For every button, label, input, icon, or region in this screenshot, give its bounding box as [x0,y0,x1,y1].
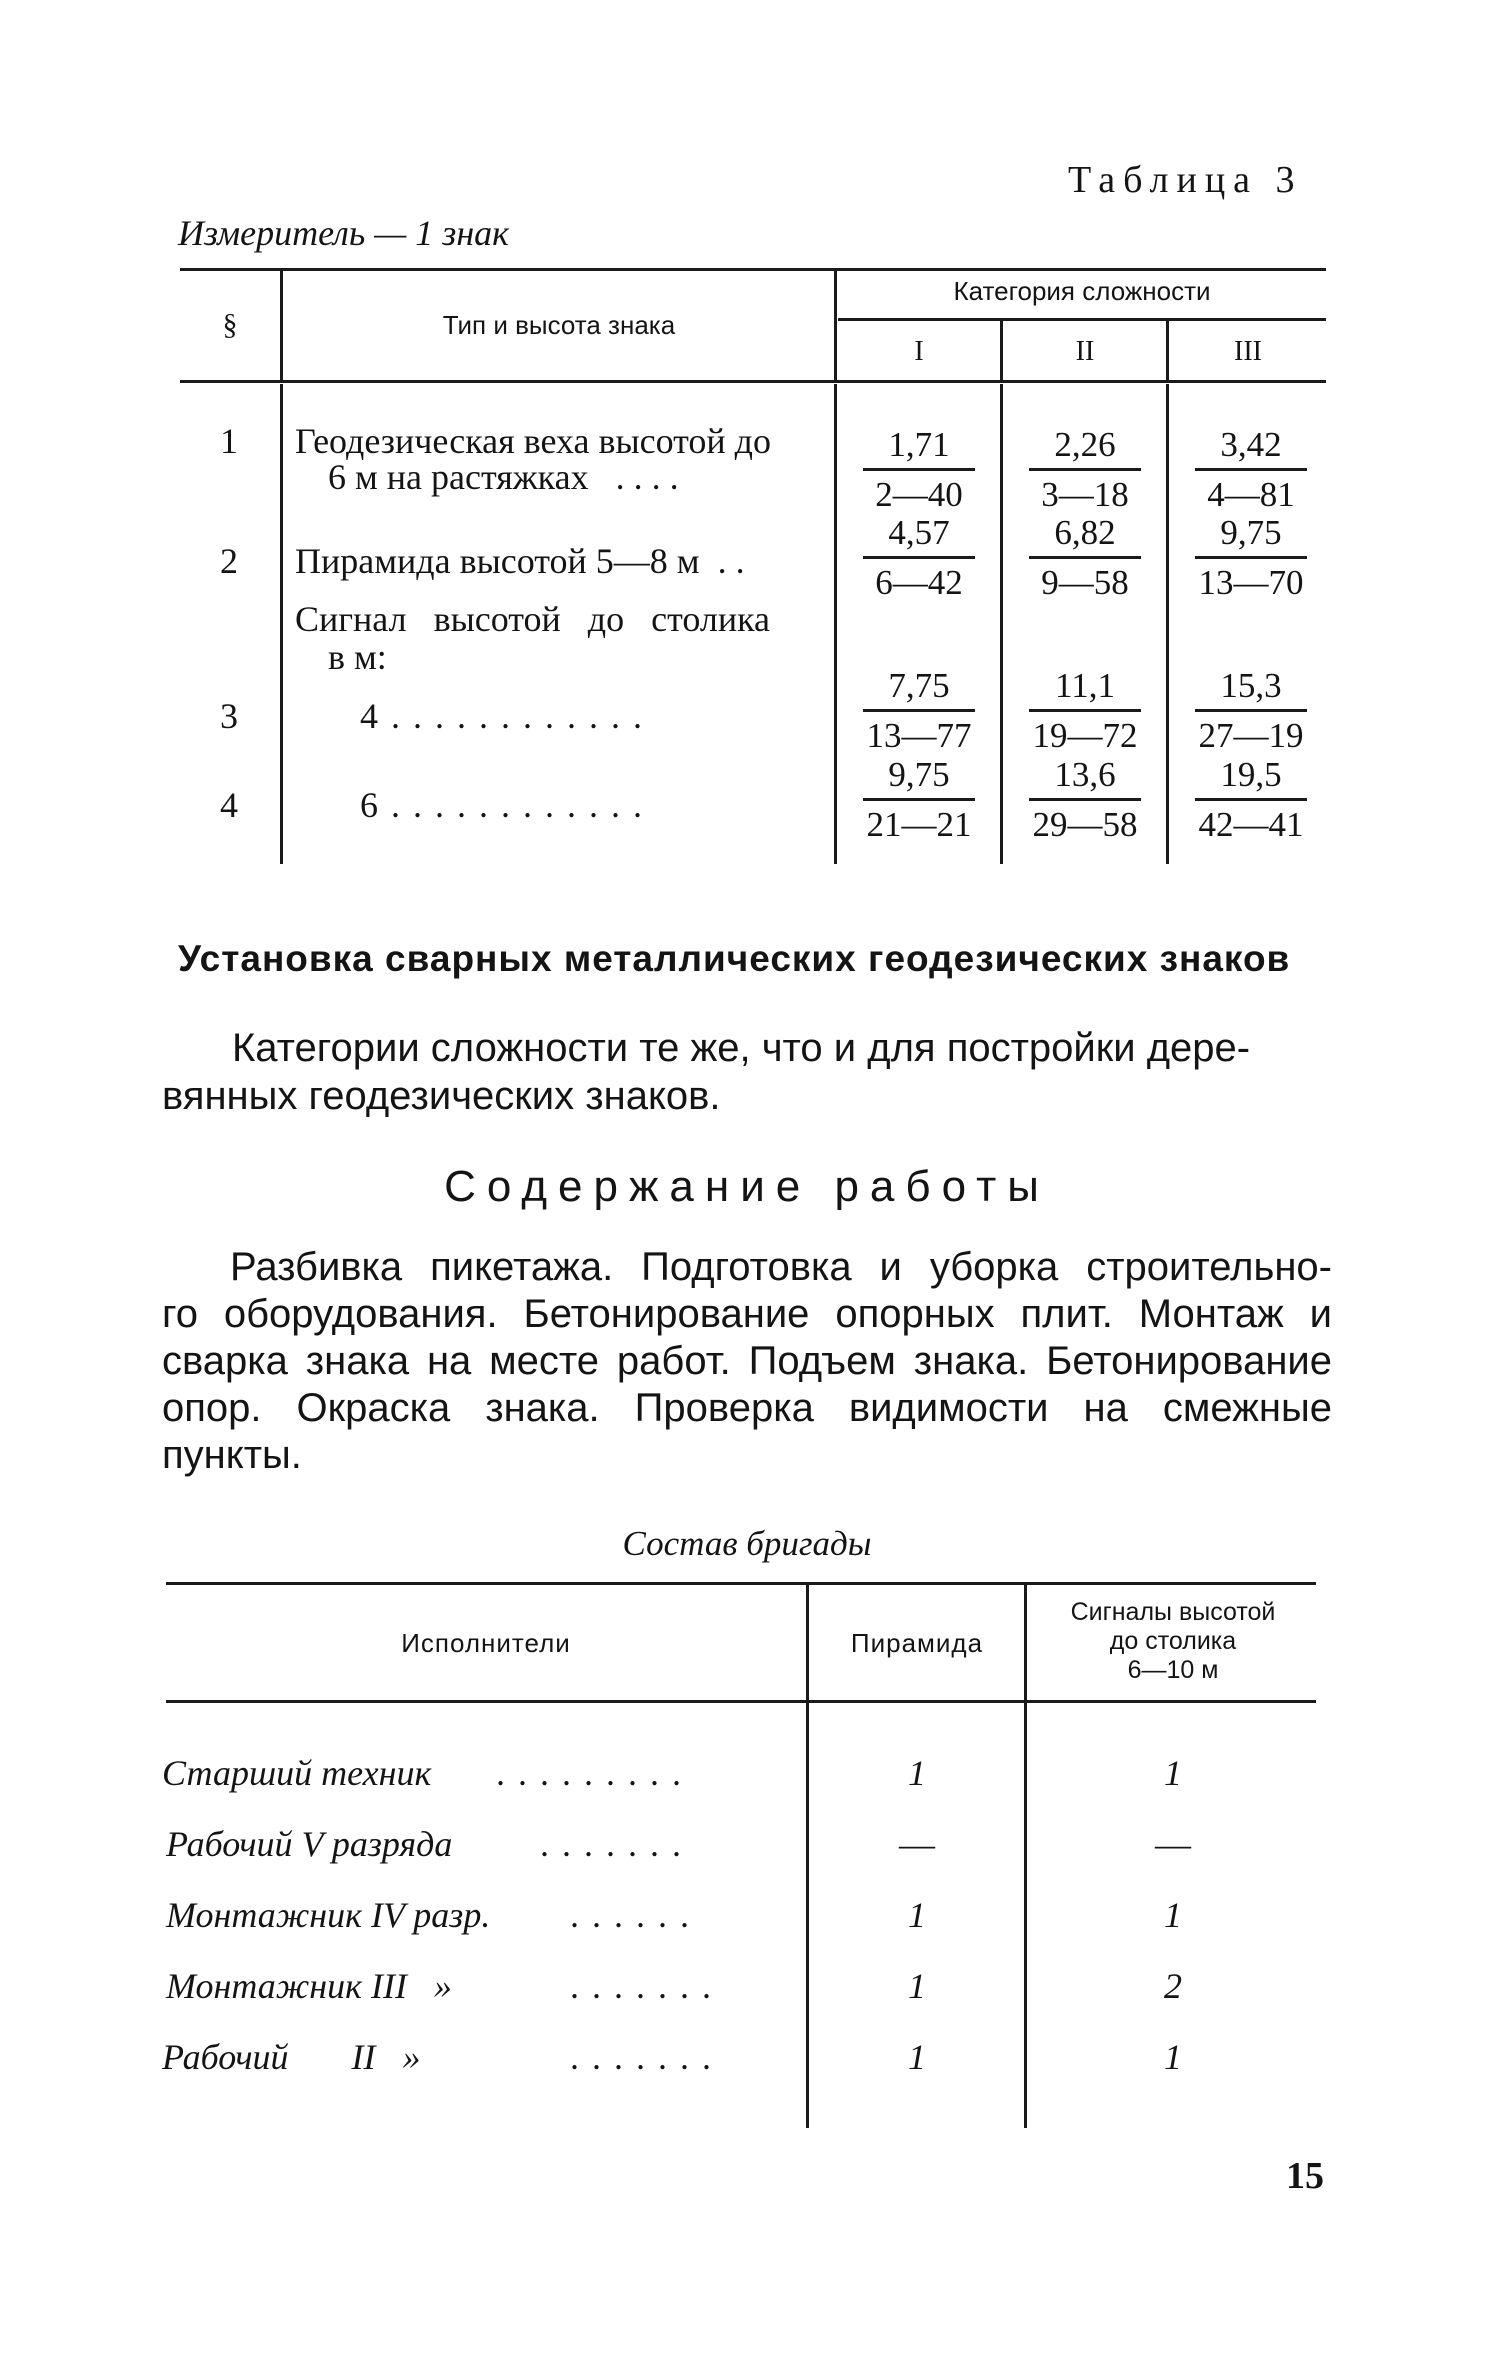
crew-top-rule [166,1582,1316,1585]
row-type-text: 6 . . . . . . . . . . . . [360,785,644,825]
row-type-text: Геодезическая веха высотой до [295,421,771,461]
rate-cost: 2—40 [875,475,963,514]
rate-cost: 21—21 [866,805,972,844]
work-heading: Содержание работы [444,1162,1050,1211]
header-type-height: Тип и высота знака [442,310,676,340]
rate-value: 19,5 [1220,755,1282,794]
header-category-3: III [1234,336,1262,367]
header-category-2: II [1075,336,1095,367]
rate-cost: 3—18 [1041,475,1129,514]
crew-signals-count: 1 [1164,2037,1182,2077]
rate-cost: 29—58 [1032,805,1138,844]
header-pyramid: Пирамида [850,1628,984,1658]
unit-note: Измеритель — 1 знак [178,213,510,253]
crew-pyramid-count: 1 [908,1753,926,1793]
crew-name: Монтажник IV разр. [166,1895,491,1935]
leader-dots: . . . . . . . [540,1824,683,1864]
work-line: сварка знака на месте работ. Подъем знака. Бетонирование [162,1339,1332,1383]
leader-dots: . . . . . . . [570,1966,713,2006]
rate-cost: 42—41 [1198,805,1304,844]
table3-header-rule [180,380,1326,383]
rate-value: 1,71 [888,425,950,464]
fraction-bar [863,709,975,712]
rate-cell [857,513,981,603]
rate-value: 7,75 [888,666,950,705]
row-type-text: Сигнал высотой до столика [295,599,771,639]
table3-col-divider [1166,384,1169,864]
fraction-bar [863,556,975,559]
rate-value: 15,3 [1220,666,1282,705]
rate-cost: 9—58 [1041,563,1129,602]
header-signals-line: Сигналы высотой [1070,1598,1276,1626]
crew-header-rule [166,1700,1316,1703]
page-number: 15 [1286,2155,1324,2197]
rate-value: 4,57 [888,513,950,552]
rate-cost: 13—70 [1198,563,1304,602]
fraction-bar [863,468,975,471]
row-type-text: в м: [328,637,387,677]
rate-cost: 19—72 [1032,716,1138,755]
work-line: го оборудования. Бетонирование опорных плит. Монтаж и [162,1292,1332,1336]
rate-value: 9,75 [888,755,950,794]
table3-col-divider [1166,320,1169,380]
fraction-bar [1195,709,1307,712]
row-type-text: 6 м на растяжках . . . . [328,457,679,497]
rate-value: 9,75 [1220,513,1282,552]
fraction-bar [1195,556,1307,559]
leader-dots: . . . . . . . . . [496,1753,683,1793]
crew-signals-count: 2 [1164,1966,1182,2006]
rate-cell [1023,666,1147,756]
header-category-1: I [914,336,924,367]
table3-col-divider [280,270,283,380]
intro-text: Категории сложности те же, что и для постройки дере- [232,1026,1251,1070]
fraction-bar [863,798,975,801]
crew-pyramid-count: 1 [908,1966,926,2006]
rate-cell [857,425,981,515]
header-signals [1028,1598,1318,1685]
rate-value: 3,42 [1220,425,1282,464]
rate-cell [1023,755,1147,845]
rate-cell [857,666,981,756]
rate-cost: 6—42 [875,563,963,602]
table3-col-divider [280,384,283,864]
rate-cell [1189,755,1313,845]
table3-col-divider [834,270,837,380]
section-heading: Установка сварных металлических геодезических знаков [178,938,1291,979]
rate-cost: 4—81 [1207,475,1295,514]
rate-cell [1023,513,1147,603]
table-caption: Таблица 3 [1068,159,1303,201]
crew-caption: Состав бригады [622,1524,872,1563]
work-paragraph [162,1244,1332,1479]
leader-dots: . . . . . . . [570,2037,713,2077]
crew-pyramid-count: 1 [908,2037,926,2077]
rate-value: 13,6 [1054,755,1116,794]
fraction-bar [1195,468,1307,471]
rate-cost: 13—77 [866,716,972,755]
rate-cell [857,755,981,845]
crew-col-divider [1024,1584,1027,2128]
table3-col-divider [1000,384,1003,864]
crew-signals-count: — [1155,1824,1191,1864]
crew-signals-count: 1 [1164,1753,1182,1793]
rate-value: 6,82 [1054,513,1116,552]
crew-name: Рабочий II » [162,2037,421,2077]
rate-value: 2,26 [1054,425,1116,464]
crew-name: Старший техник [162,1753,432,1793]
crew-signals-count: 1 [1164,1895,1182,1935]
table3-top-rule [180,268,1326,271]
header-paragraph-sign: § [222,308,238,341]
fraction-bar [1029,709,1141,712]
table3-category-rule [838,318,1326,321]
work-line: пункты. [162,1433,302,1477]
intro-text: вянных геодезических знаков. [162,1074,721,1118]
header-complexity-category: Категория сложности [953,276,1211,306]
table3-col-divider [1000,320,1003,380]
row-number: 2 [220,541,238,581]
row-number: 3 [220,696,238,736]
row-number: 4 [220,785,238,825]
row-type-text: Пирамида высотой 5—8 м . . [295,541,745,581]
work-line: Разбивка пикетажа. Подготовка и уборка строительно- [230,1245,1332,1289]
header-signals-line: 6—10 м [1127,1656,1219,1684]
row-type-text: 4 . . . . . . . . . . . . [360,696,644,736]
crew-col-divider [806,1584,809,2128]
rate-value: 11,1 [1055,666,1115,705]
fraction-bar [1029,468,1141,471]
fraction-bar [1195,798,1307,801]
crew-pyramid-count: — [899,1824,935,1864]
rate-cost: 27—19 [1198,716,1304,755]
rate-cell [1189,666,1313,756]
row-number: 1 [220,421,238,461]
rate-cell [1023,425,1147,515]
fraction-bar [1029,556,1141,559]
crew-pyramid-count: 1 [908,1895,926,1935]
crew-name: Монтажник III » [166,1966,452,2006]
rate-cell [1189,425,1313,515]
leader-dots: . . . . . . [570,1895,691,1935]
header-signals-line: до столика [1109,1627,1237,1655]
work-line: опор. Окраска знака. Проверка видимости на смежные [162,1386,1332,1430]
fraction-bar [1029,798,1141,801]
header-performers: Исполнители [401,1628,571,1658]
rate-cell [1189,513,1313,603]
table3-col-divider [834,384,837,864]
crew-name: Рабочий V разряда [166,1824,453,1864]
